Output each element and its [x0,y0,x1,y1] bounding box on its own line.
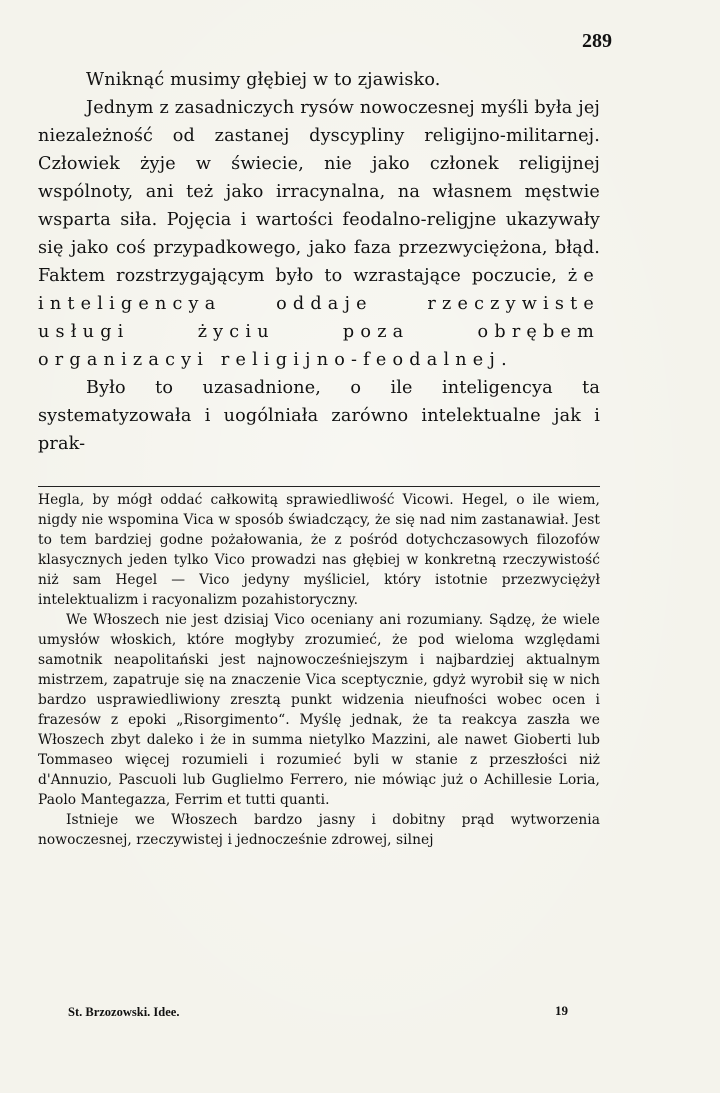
footnote-divider [38,486,600,487]
page-number: 289 [582,30,612,52]
main-text [38,66,600,458]
main-paragraph-2 [38,94,600,374]
main-paragraph-2-text: Jednym z zasadniczych rysów nowoczesnej myśli była jej niezależność od zastanej dyscypliny religijno-militarnej. Człowiek żyje w świecie, nie jako członek religijnej wspólnoty, ani też jako irracynalna, na własnem męstwie wsparta siła. Pojęcia i wartości feodalno-religjne ukazywały się jako coś przypadkowego, jako faza przezwyciężona, błąd. Faktem rozstrzygającym było to wzrastające poczucie, [38,98,600,286]
footnote-paragraph-3: Istnieje we Włoszech bardzo jasny i dobitny prąd wytworzenia nowoczesnej, rzeczywistej i jednocześnie zdrowej, silnej [38,812,600,848]
printer-signature: St. Brzozowski. Idee. [68,1005,180,1019]
signature-number: 19 [555,1003,568,1018]
page-footer [38,1005,600,1025]
footnote [38,490,600,850]
footnote-paragraph-1: Hegla, by mógł oddać całkowitą sprawiedliwość Vicowi. Hegel, o ile wiem, nigdy nie wspomina Vica w sposób świadczący, że się nad nim zastanawiał. Jest to tem bardziej godne pożałowania, że z pośród dotychczasowych filozofów klasycznych jeden tylko Vico prowadzi nas głębiej w konkretną rzeczywistość niż sam Hegel — Vico jedyny myśliciel, który istotnie przezwyciężył intelektualizm i racyonalizm pozahistoryczny. [38,492,600,608]
main-paragraph-3: Było to uzasadnione, o ile inteligencya ta systematyzowała i uogólniała zarówno intelektualne jak i prak- [38,378,600,454]
main-paragraph-2-spaced-emphasis: że inteligencya oddaje rzeczywiste usługi życiu poza obrębem organizacyi religijno-feodalnej. [38,266,600,370]
main-paragraph-1: Wniknąć musimy głębiej w to zjawisko. [86,70,441,90]
footnote-paragraph-2: We Włoszech nie jest dzisiaj Vico oceniany ani rozumiany. Sądzę, że wiele umysłów włoskich, które mogłyby zrozumieć, że pod wieloma względami samotnik neapolitański jest najnowocześniejszym i najbardziej aktualnym mistrzem, zapatruje się na znaczenie Vica sceptycznie, gdyż wyrobił się w nich bardzo usprawiedliwiony zresztą punkt widzenia nieufności wobec ocen i frazesów z epoki „Risorgimento“. Myślę jednak, że ta reakcya zaszła we Włoszech zbyt daleko i że in summa nietylko Mazzini, ale nawet Gioberti lub Tommaseo więcej rozumieli i rozumieć byli w stanie z przeszłości niż d'Annuzio, Pascuoli lub Guglielmo Ferrero, nie mówiąc już o Achillesie Loria, Paolo Mantegazza, Ferrim et tutti quanti. [38,612,600,808]
